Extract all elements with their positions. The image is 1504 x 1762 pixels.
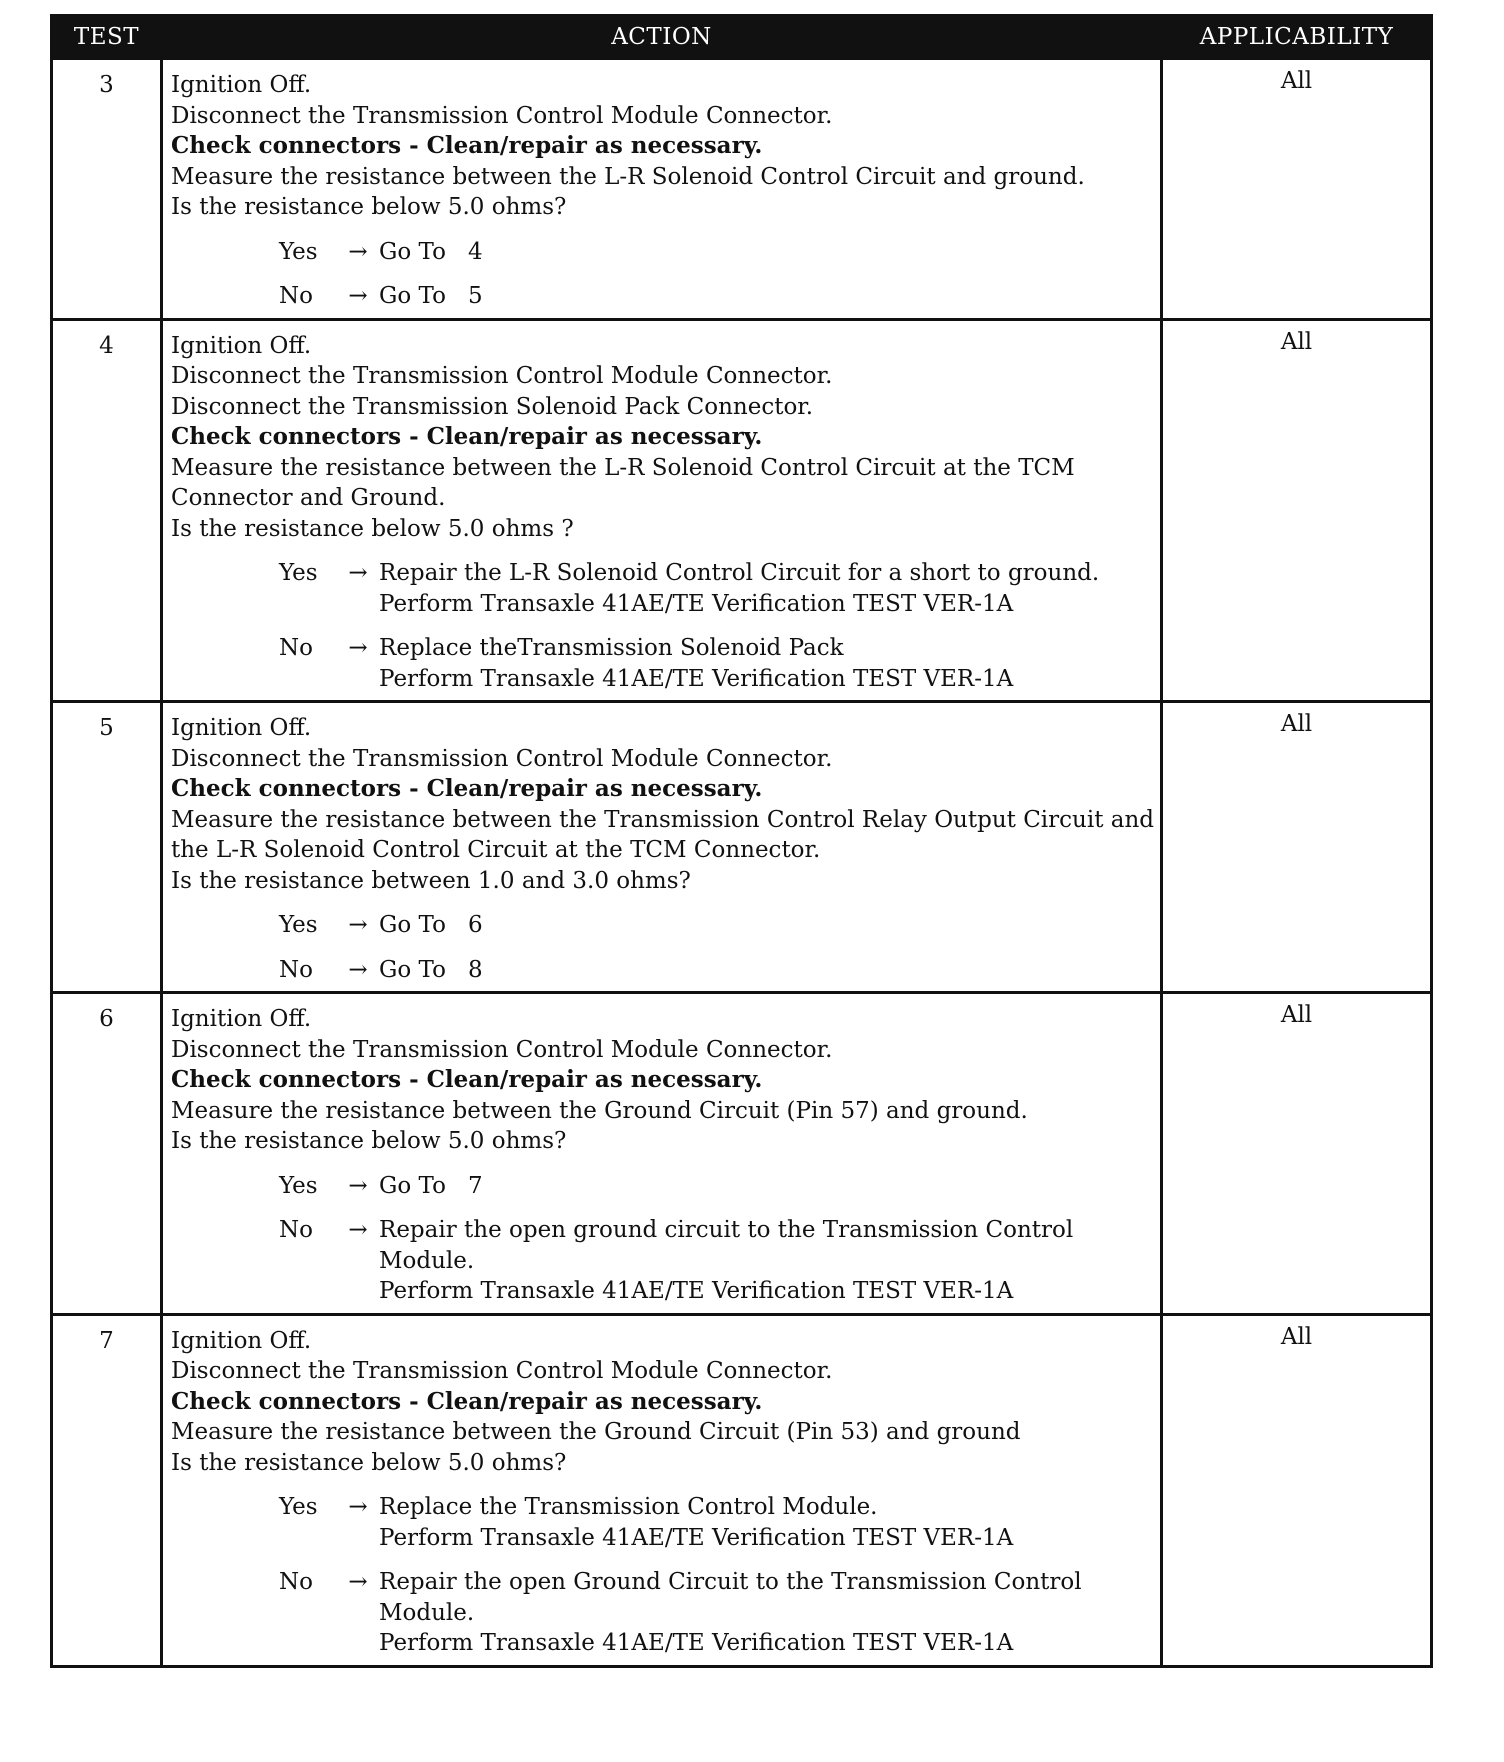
branch-target xyxy=(379,955,1154,986)
action-step: Ignition Off. xyxy=(171,1327,312,1354)
action-cell xyxy=(162,59,1162,320)
branch-target xyxy=(379,1171,1154,1202)
test-number: 6 xyxy=(52,993,162,1315)
yes-branch xyxy=(279,558,1154,619)
action-step: Is the resistance below 5.0 ohms? xyxy=(171,194,567,220)
right-arrow-icon: → xyxy=(348,1172,368,1199)
branch-instruction: Module. xyxy=(379,1247,475,1274)
answer-label: No xyxy=(279,635,313,661)
header-test: TEST xyxy=(52,16,162,59)
right-arrow-icon: → xyxy=(348,560,368,586)
action-step: Disconnect the Transmission Control Module Connector. xyxy=(171,363,833,389)
header-action: ACTION xyxy=(162,16,1162,59)
no-branch xyxy=(279,281,1154,312)
test-number: 4 xyxy=(52,319,162,702)
answer-label: Yes xyxy=(279,1494,318,1520)
no-branch xyxy=(279,1567,1154,1659)
branch-instruction: Perform Transaxle 41AE/TE Verification TEST VER-1A xyxy=(379,1278,1014,1304)
test-number: 3 xyxy=(52,59,162,320)
right-arrow-icon: → xyxy=(348,283,368,309)
action-step: Measure the resistance between the Ground Circuit (Pin 57) and ground. xyxy=(171,1097,1028,1124)
applicability-value: All xyxy=(1162,1314,1432,1666)
action-cell xyxy=(162,319,1162,702)
branch-instruction: Replace theTransmission Solenoid Pack xyxy=(379,635,844,661)
go-to-test-number: 4 xyxy=(467,238,483,265)
right-arrow-icon: → xyxy=(348,912,368,938)
action-cell xyxy=(162,1314,1162,1666)
action-step: Is the resistance below 5.0 ohms? xyxy=(171,1128,567,1154)
action-step: Ignition Off. xyxy=(171,1006,312,1032)
action-step: Is the resistance between 1.0 and 3.0 ohms? xyxy=(171,867,691,894)
table-row xyxy=(52,59,1432,320)
test-number: 5 xyxy=(52,702,162,993)
action-step: Is the resistance below 5.0 ohms? xyxy=(171,1449,567,1476)
action-step: Disconnect the Transmission Control Module Connector. xyxy=(171,745,833,772)
diagnostic-procedure-sheet xyxy=(50,14,1430,1668)
test-number: 7 xyxy=(52,1314,162,1666)
action-cell xyxy=(162,702,1162,993)
branch-instruction: Perform Transaxle 41AE/TE Verification TEST VER-1A xyxy=(379,590,1014,617)
diagnostic-table xyxy=(50,14,1433,1668)
action-step: Connector and Ground. xyxy=(171,485,446,511)
action-step: Measure the resistance between the Transmission Control Relay Output Circuit and xyxy=(171,806,1154,833)
answer-label: Yes xyxy=(279,238,318,265)
branch-instruction: Repair the open ground circuit to the Transmission Control xyxy=(379,1217,1074,1243)
check-connectors-step: Check connectors - Clean/repair as necessary. xyxy=(171,423,763,450)
branch-instruction: Repair the open Ground Circuit to the Transmission Control xyxy=(379,1569,1082,1595)
answer-label: No xyxy=(279,1569,313,1595)
table-row xyxy=(52,993,1432,1315)
action-step: Is the resistance below 5.0 ohms ? xyxy=(171,515,574,542)
applicability-value: All xyxy=(1162,993,1432,1315)
check-connectors-step: Check connectors - Clean/repair as necessary. xyxy=(171,1387,763,1415)
check-connectors-step: Check connectors - Clean/repair as necessary. xyxy=(171,775,763,802)
answer-label: Yes xyxy=(279,912,318,938)
action-step: Measure the resistance between the L-R Solenoid Control Circuit at the TCM xyxy=(171,454,1075,481)
branch-instruction: Perform Transaxle 41AE/TE Verification TEST VER-1A xyxy=(379,1630,1014,1656)
go-to-label: Go To xyxy=(379,1172,446,1199)
go-to-test-number: 7 xyxy=(467,1172,483,1199)
branch-instruction: Module. xyxy=(379,1599,475,1626)
header-applicability: APPLICABILITY xyxy=(1162,16,1432,59)
no-branch xyxy=(279,1215,1154,1307)
right-arrow-icon: → xyxy=(348,956,368,983)
applicability-value: All xyxy=(1162,59,1432,320)
table-row xyxy=(52,702,1432,993)
right-arrow-icon: → xyxy=(348,238,368,265)
applicability-value: All xyxy=(1162,319,1432,702)
action-step: Disconnect the Transmission Solenoid Pack Connector. xyxy=(171,393,814,420)
branch-target xyxy=(379,558,1154,619)
branch-target xyxy=(379,237,1154,268)
answer-label: No xyxy=(279,1217,313,1243)
go-to-test-number: 6 xyxy=(467,912,483,938)
action-step: the L-R Solenoid Control Circuit at the TCM Connector. xyxy=(171,837,821,863)
branch-target xyxy=(379,281,1154,312)
right-arrow-icon: → xyxy=(348,1494,368,1520)
no-branch xyxy=(279,633,1154,694)
applicability-value: All xyxy=(1162,702,1432,993)
branch-target xyxy=(379,633,1154,694)
answer-label: No xyxy=(279,956,313,983)
branch-instruction: Repair the L-R Solenoid Control Circuit for a short to ground. xyxy=(379,560,1100,586)
go-to-label: Go To xyxy=(379,283,446,309)
table-row xyxy=(52,319,1432,702)
answer-label: Yes xyxy=(279,560,318,586)
go-to-label: Go To xyxy=(379,238,446,265)
right-arrow-icon: → xyxy=(348,1569,368,1595)
no-branch xyxy=(279,955,1154,986)
branch-target xyxy=(379,1215,1154,1307)
branch-target xyxy=(379,1567,1154,1659)
yes-branch xyxy=(279,237,1154,268)
action-step: Ignition Off. xyxy=(171,72,312,98)
branch-instruction: Perform Transaxle 41AE/TE Verification TEST VER-1A xyxy=(379,665,1014,692)
check-connectors-step: Check connectors - Clean/repair as necessary. xyxy=(171,132,763,159)
go-to-label: Go To xyxy=(379,912,446,938)
header-row xyxy=(52,16,1432,59)
action-step: Ignition Off. xyxy=(171,332,312,359)
table-body xyxy=(52,59,1432,1667)
action-step: Measure the resistance between the Ground Circuit (Pin 53) and ground xyxy=(171,1419,1021,1445)
go-to-test-number: 8 xyxy=(467,956,483,983)
action-step: Disconnect the Transmission Control Module Connector. xyxy=(171,102,833,129)
right-arrow-icon: → xyxy=(348,635,368,661)
answer-label: Yes xyxy=(279,1172,318,1199)
branch-instruction: Replace the Transmission Control Module. xyxy=(379,1494,878,1520)
answer-label: No xyxy=(279,283,313,309)
yes-branch xyxy=(279,1171,1154,1202)
branch-target xyxy=(379,1492,1154,1553)
branch-target xyxy=(379,910,1154,941)
right-arrow-icon: → xyxy=(348,1217,368,1243)
action-cell xyxy=(162,993,1162,1315)
yes-branch xyxy=(279,1492,1154,1553)
action-step: Disconnect the Transmission Control Module Connector. xyxy=(171,1036,833,1063)
go-to-label: Go To xyxy=(379,956,446,983)
action-step: Measure the resistance between the L-R Solenoid Control Circuit and ground. xyxy=(171,163,1085,190)
table-row xyxy=(52,1314,1432,1666)
branch-instruction: Perform Transaxle 41AE/TE Verification TEST VER-1A xyxy=(379,1524,1014,1551)
yes-branch xyxy=(279,910,1154,941)
action-step: Disconnect the Transmission Control Module Connector. xyxy=(171,1358,833,1384)
go-to-test-number: 5 xyxy=(467,283,483,309)
action-step: Ignition Off. xyxy=(171,715,312,741)
check-connectors-step: Check connectors - Clean/repair as necessary. xyxy=(171,1066,763,1093)
